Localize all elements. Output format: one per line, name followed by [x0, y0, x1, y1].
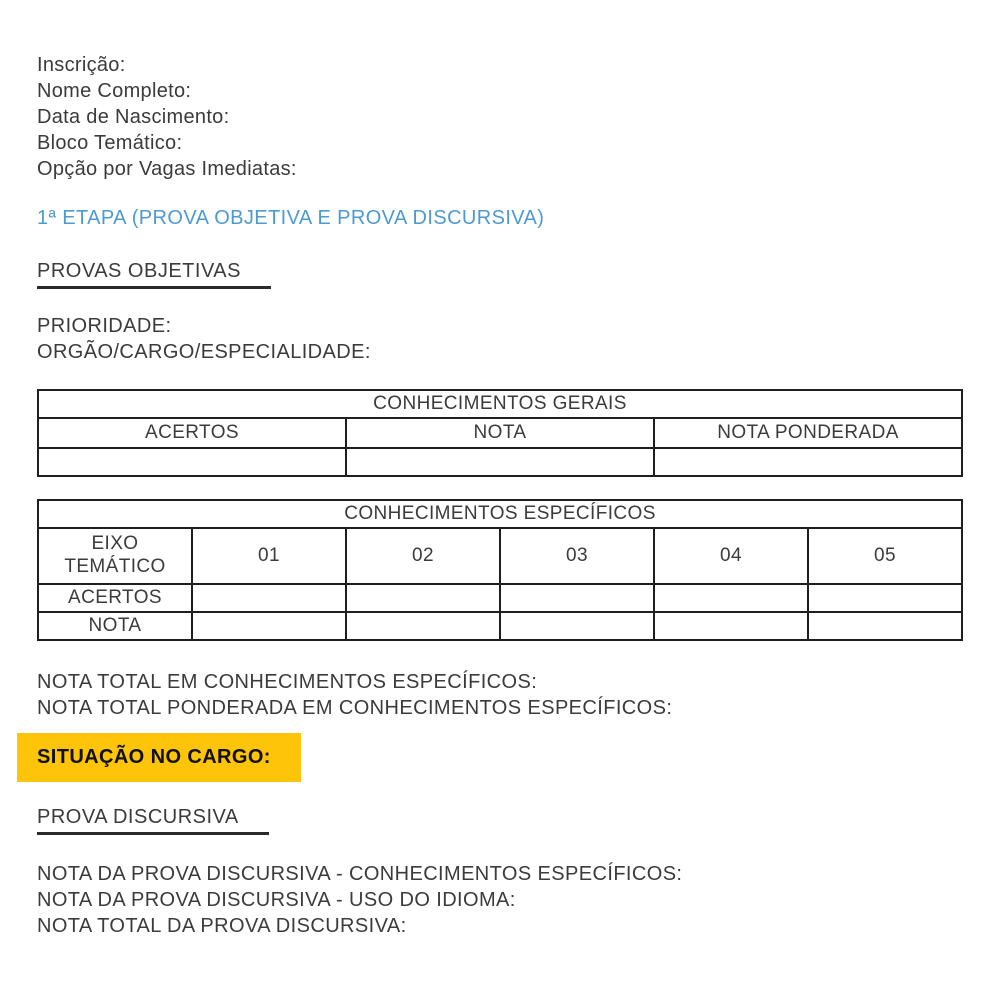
field-nome-completo: Nome Completo:: [37, 80, 192, 102]
acertos-row: [38, 584, 962, 612]
gerais-col-nota-ponderada: NOTA PONDERADA: [654, 418, 962, 448]
eixo-col-01: 01: [192, 528, 346, 584]
eixo-col-03: 03: [500, 528, 654, 584]
gerais-table-title: CONHECIMENTOS GERAIS: [38, 390, 962, 418]
field-orgao-cargo-especialidade: ORGÃO/CARGO/ESPECIALIDADE:: [37, 341, 371, 363]
nota-row: [38, 612, 962, 640]
field-opcao-vagas: Opção por Vagas Imediatas:: [37, 158, 297, 180]
provas-objetivas-section: [37, 260, 963, 289]
provas-objetivas-title: PROVAS OBJETIVAS: [37, 260, 271, 289]
nota-row-label: NOTA: [38, 612, 192, 640]
acertos-value-cell: [500, 584, 654, 612]
nota-value-cell: [808, 612, 962, 640]
prova-discursiva-section: [37, 806, 963, 835]
eixo-col-02: 02: [346, 528, 500, 584]
acertos-row-label: ACERTOS: [38, 584, 192, 612]
acertos-value-cell: [192, 584, 346, 612]
especificos-table-title: CONHECIMENTOS ESPECÍFICOS: [38, 500, 962, 528]
totals-block: [37, 669, 963, 721]
situacao-wrap: [37, 733, 963, 782]
table-header-row: [38, 528, 962, 584]
field-data-nascimento: Data de Nascimento:: [37, 106, 230, 128]
conhecimentos-gerais-table: [37, 389, 963, 477]
nota-value-cell: [500, 612, 654, 640]
situacao-no-cargo-highlight: SITUAÇÃO NO CARGO:: [17, 733, 301, 782]
field-prioridade: PRIORIDADE:: [37, 315, 172, 337]
table-header-row: [38, 418, 962, 448]
table-title-row: [38, 500, 962, 528]
nota-value-cell: [346, 612, 500, 640]
stage-heading: 1ª ETAPA (PROVA OBJETIVA E PROVA DISCURSIVA): [37, 207, 545, 229]
field-inscricao: Inscrição:: [37, 54, 126, 76]
candidate-info-block: [37, 52, 963, 182]
total-ponderada-line: NOTA TOTAL PONDERADA EM CONHECIMENTOS ESPECÍFICOS:: [37, 697, 673, 719]
gerais-col-acertos: ACERTOS: [38, 418, 346, 448]
priority-block: [37, 313, 963, 365]
field-bloco-tematico: Bloco Temático:: [37, 132, 183, 154]
total-especificos-line: NOTA TOTAL EM CONHECIMENTOS ESPECÍFICOS:: [37, 671, 538, 693]
nota-value-cell: [654, 612, 808, 640]
eixo-col-04: 04: [654, 528, 808, 584]
nota-discursiva-idioma-line: NOTA DA PROVA DISCURSIVA - USO DO IDIOMA:: [37, 889, 516, 911]
gerais-nota-value-cell: [346, 448, 654, 476]
nota-value-cell: [192, 612, 346, 640]
acertos-value-cell: [654, 584, 808, 612]
discursiva-lines-block: [37, 861, 963, 939]
acertos-value-cell: [808, 584, 962, 612]
gerais-nota-ponderada-value-cell: [654, 448, 962, 476]
acertos-value-cell: [346, 584, 500, 612]
conhecimentos-especificos-table: [37, 499, 963, 641]
gerais-acertos-value-cell: [38, 448, 346, 476]
nota-total-discursiva-line: NOTA TOTAL DA PROVA DISCURSIVA:: [37, 915, 407, 937]
eixo-col-05: 05: [808, 528, 962, 584]
gerais-col-nota: NOTA: [346, 418, 654, 448]
table-value-row: [38, 448, 962, 476]
table-title-row: [38, 390, 962, 418]
prova-discursiva-title: PROVA DISCURSIVA: [37, 806, 269, 835]
nota-discursiva-especificos-line: NOTA DA PROVA DISCURSIVA - CONHECIMENTOS ESPECÍFICOS:: [37, 863, 683, 885]
especificos-row-header-label: EIXO TEMÁTICO: [38, 528, 192, 584]
